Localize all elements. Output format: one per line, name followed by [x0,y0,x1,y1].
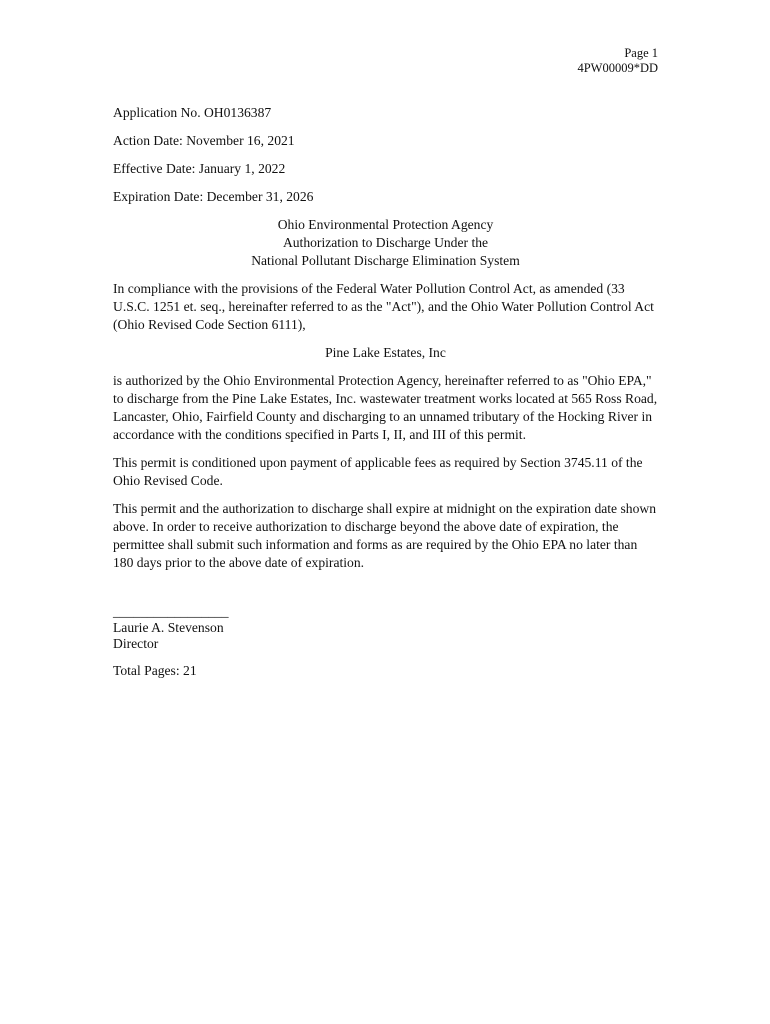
page-header [577,46,658,76]
expiration-paragraph: This permit and the authorization to discharge shall expire at midnight on the expiration date shown above. In order to receive authorization to discharge beyond the above date of expiration, the permittee shall submit such information and forms as are required by the Ohio EPA no later than 180 days prior to the above date of expiration. [113,501,656,570]
action-date: Action Date: November 16, 2021 [113,133,295,148]
signatory-title: Director [113,636,159,651]
signature-line: _________________ [113,604,229,619]
page-number: Page 1 [624,46,658,60]
title-line-npdes: National Pollutant Discharge Elimination System [251,253,520,268]
application-number: Application No. OH0136387 [113,105,272,120]
fees-paragraph: This permit is conditioned upon payment of applicable fees as required by Section 3745.11 of the Ohio Revised Code. [113,455,643,488]
document-id: 4PW00009*DD [577,61,658,75]
permittee-name: Pine Lake Estates, Inc [325,345,446,360]
signature-block [113,604,658,652]
compliance-paragraph: In compliance with the provisions of the Federal Water Pollution Control Act, as amended (33 U.S.C. 1251 et. seq., hereinafter referred to as the "Act"), and the Ohio Water Pollution Control Act (Ohio Revised Code Section 6111), [113,281,654,332]
signatory-name: Laurie A. Stevenson [113,620,224,635]
authorization-paragraph: is authorized by the Ohio Environmental Protection Agency, hereinafter referred to as "Ohio EPA," to discharge from the Pine Lake Estates, Inc. wastewater treatment works located at 565 Ross Road, Lancaster, Ohio, Fairfield County and discharging to an unnamed tributary of the Hocking River in accordance with the conditions specified in Parts I, II, and III of this permit. [113,373,658,442]
expiration-date: Expiration Date: December 31, 2026 [113,189,314,204]
total-pages: Total Pages: 21 [113,663,197,678]
title-line-authorization: Authorization to Discharge Under the [282,235,489,250]
document-body [113,104,658,680]
document-title [113,216,658,270]
effective-date: Effective Date: January 1, 2022 [113,161,286,176]
title-line-agency: Ohio Environmental Protection Agency [277,217,494,232]
